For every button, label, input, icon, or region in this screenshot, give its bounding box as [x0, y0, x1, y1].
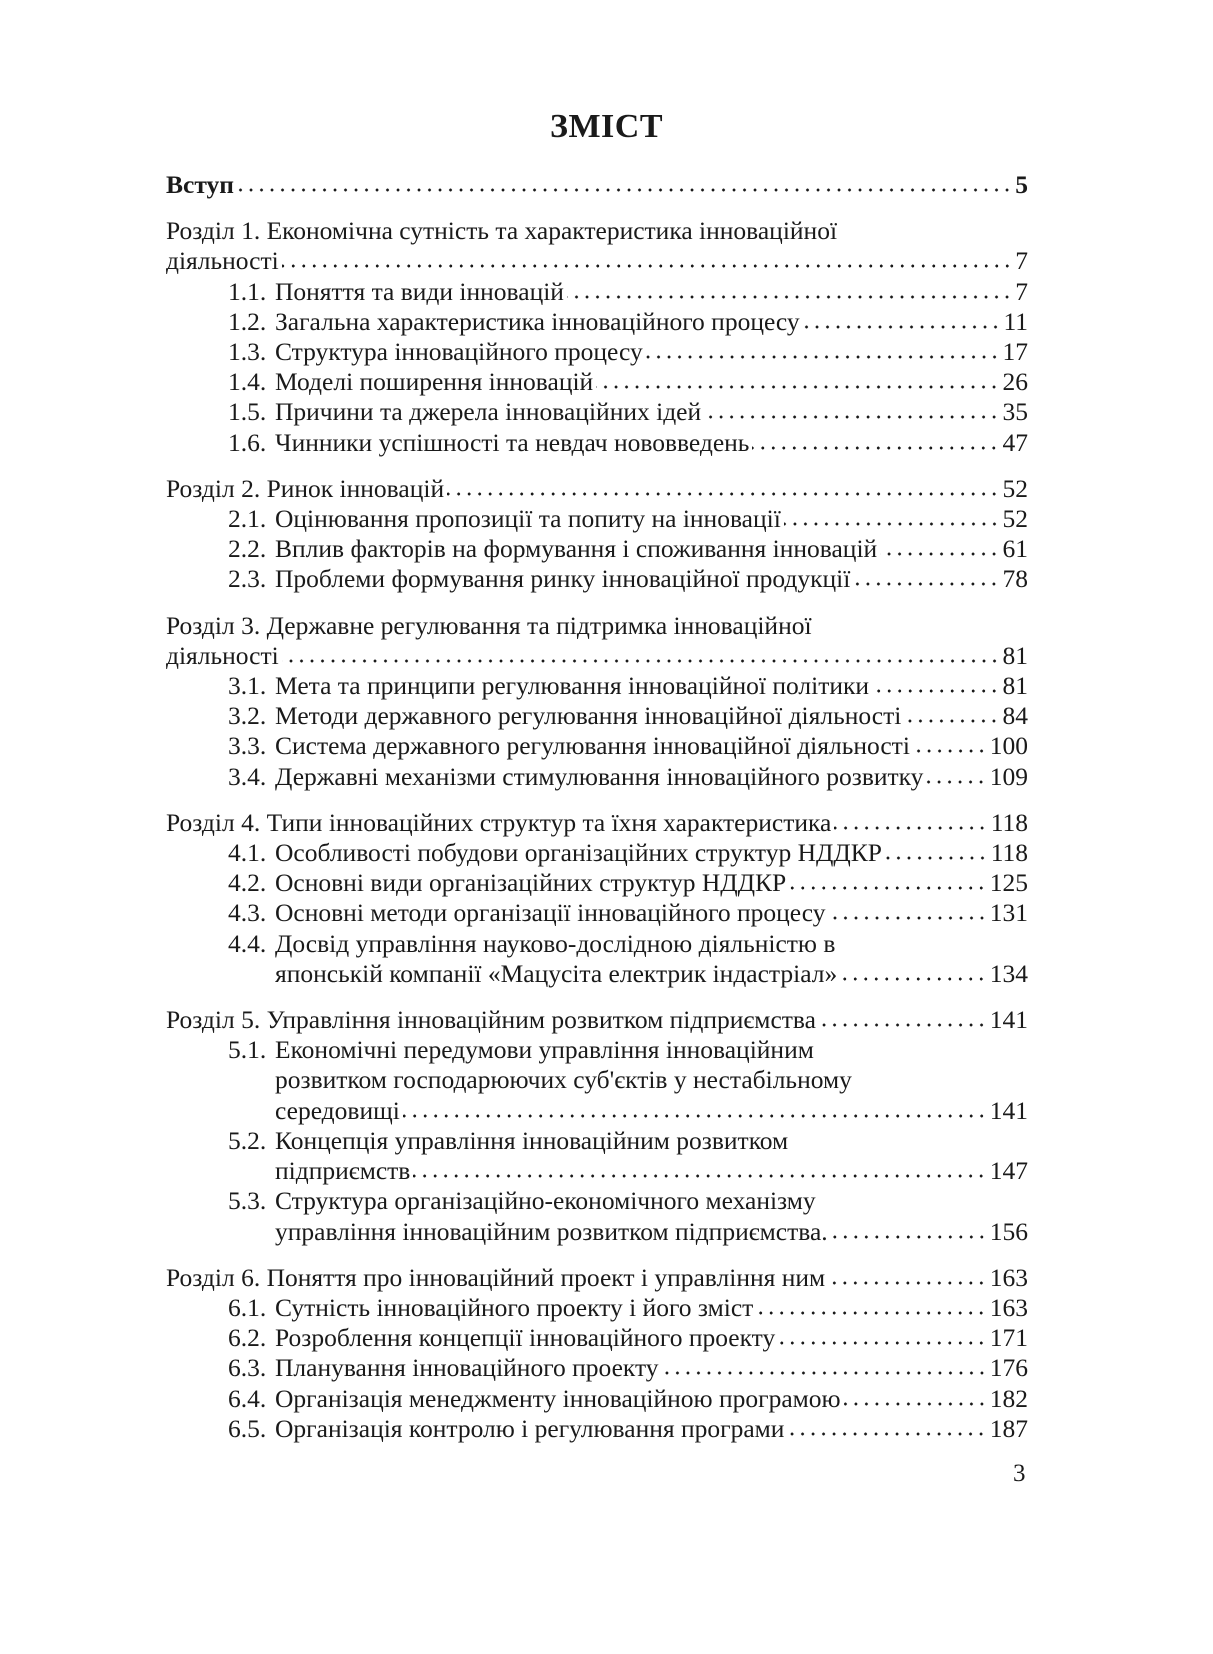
entry-last-line [275, 838, 1028, 868]
entry-title-line: Причини та джерела інноваційних ідей [275, 397, 702, 427]
dot-leader [880, 551, 999, 557]
entry-number: 3.1. [228, 671, 267, 701]
entry-page-number: 141 [989, 1095, 1028, 1125]
entry-title-line: Основні методи організації інноваційного процесу [275, 898, 826, 928]
dot-leader [784, 521, 1000, 527]
entry-number: 6.5. [228, 1413, 267, 1443]
entry-title-line: Сутність інноваційного проекту і його зміст [275, 1292, 754, 1322]
entry-body [275, 1414, 1028, 1444]
entry-last-line [275, 731, 1028, 761]
dot-leader [913, 748, 987, 754]
entry-body [275, 534, 1028, 564]
entry-number: 4.3. [228, 898, 267, 928]
toc-subsection-entry[interactable] [166, 1323, 1028, 1353]
entry-title-line: Основні види організаційних структур НДДКР [275, 868, 787, 898]
entry-page-number: 52 [1002, 473, 1028, 503]
entry-last-line [275, 397, 1028, 427]
entry-number: 1.3. [228, 337, 267, 367]
entry-number: 2.2. [228, 534, 267, 564]
entry-title-line: Система державного регулювання інноваційної діяльності [275, 731, 910, 761]
toc-subsection-entry[interactable] [166, 1353, 1028, 1383]
entry-title-line: діяльності [166, 640, 279, 670]
entry-title-line: Загальна характеристика інноваційного процесу [275, 306, 800, 336]
entry-number: 6.2. [228, 1323, 267, 1353]
entry-title-line: Вплив факторів на формування і споживання інновацій [275, 534, 878, 564]
entry-title-line: Досвід управління науково-дослідною діяльністю в [275, 928, 836, 958]
entry-title-line: Проблеми формування ринку інноваційної продукції [275, 564, 851, 594]
entry-last-line [275, 868, 1028, 898]
entry-title-line: Структура організаційно-економічного механізму [275, 1186, 816, 1216]
entry-number: 1.5. [228, 397, 267, 427]
toc-chapter-entry[interactable] [166, 1263, 1028, 1293]
entry-last-line [166, 1005, 1028, 1035]
toc-chapter-entry[interactable] [166, 474, 1028, 504]
entry-last-line [166, 170, 1028, 200]
toc-subsection-entry[interactable] [166, 838, 1028, 868]
entry-number: 1.2. [228, 306, 267, 336]
entry-page-number: 11 [1003, 306, 1028, 336]
entry-page-number: 171 [989, 1323, 1028, 1353]
entry-body [275, 337, 1028, 367]
entry-last-line [166, 641, 1028, 671]
dot-leader [819, 1022, 987, 1028]
entry-last-line [275, 1156, 1028, 1186]
toc-subsection-entry[interactable] [166, 534, 1028, 564]
toc-chapter-entry[interactable] [166, 808, 1028, 838]
toc-section [166, 1005, 1028, 1247]
entry-body [275, 1323, 1028, 1353]
toc-section [166, 474, 1028, 595]
entry-last-line [275, 1414, 1028, 1444]
entry-title-line: середовищі [275, 1095, 400, 1125]
toc-subsection-entry[interactable] [166, 671, 1028, 701]
dot-leader [752, 445, 999, 451]
entry-body [275, 397, 1028, 427]
entry-title-line: діяльності [166, 246, 279, 276]
entry-number: 3.2. [228, 701, 267, 731]
entry-last-line [275, 337, 1028, 367]
entry-title-line: японській компанії «Мацусіта електрик індастріал» [275, 958, 838, 988]
toc-chapter-entry[interactable] [166, 611, 1028, 671]
dot-leader [403, 1113, 987, 1119]
entry-page-number: 17 [1002, 337, 1028, 367]
entry-body [275, 1353, 1028, 1383]
entry-page-number: 163 [989, 1292, 1028, 1322]
entry-body [275, 1126, 1028, 1186]
entry-number: 1.6. [228, 427, 267, 457]
dot-leader [885, 855, 988, 861]
entry-number: 1.1. [228, 276, 267, 306]
entry-last-line [166, 1263, 1028, 1293]
toc-subsection-entry[interactable] [166, 504, 1028, 534]
entry-last-line [275, 277, 1028, 307]
entry-page-number: 35 [1002, 397, 1028, 427]
dot-leader [662, 1370, 987, 1376]
entry-number: 2.3. [228, 564, 267, 594]
toc-section [166, 611, 1028, 792]
dot-leader [447, 491, 999, 497]
dot-leader [926, 779, 986, 785]
entry-page-number: 81 [1002, 671, 1028, 701]
entry-body [275, 762, 1028, 792]
entry-last-line [275, 564, 1028, 594]
entry-title-line: Структура інноваційного процесу [275, 337, 643, 367]
entry-page-number: 187 [989, 1413, 1028, 1443]
entry-last-line [275, 428, 1028, 458]
toc-subsection-entry[interactable] [166, 701, 1028, 731]
toc-subsection-entry[interactable] [166, 1035, 1028, 1126]
entry-number: 1.4. [228, 367, 267, 397]
entry-body [275, 929, 1028, 989]
entry-title-line: Розділ 1. Економічна сутність та характеристика інноваційної [166, 216, 838, 246]
entry-number: 4.4. [228, 928, 267, 958]
entry-last-line [275, 959, 1028, 989]
entry-last-line [166, 474, 1028, 504]
toc-subsection-entry[interactable] [166, 731, 1028, 761]
entry-page-number: 163 [989, 1262, 1028, 1292]
entry-last-line [275, 1384, 1028, 1414]
page-title: ЗМІСТ [550, 108, 663, 145]
entry-last-line [275, 1096, 1028, 1126]
dot-leader [237, 187, 1012, 193]
entry-last-line [275, 701, 1028, 731]
entry-number: 6.4. [228, 1383, 267, 1413]
dot-leader [844, 1401, 987, 1407]
entry-title-line: Вступ [166, 170, 234, 199]
entry-title-line: розвитком господарюючих суб'єктів у нестабільному [275, 1065, 852, 1095]
toc-subsection-entry[interactable] [166, 397, 1028, 427]
toc-subsection-entry[interactable] [166, 898, 1028, 928]
toc-subsection-entry[interactable] [166, 762, 1028, 792]
toc-subsection-entry[interactable] [166, 929, 1028, 989]
dot-leader [872, 688, 999, 694]
dot-leader [596, 384, 999, 390]
toc-subsection-entry[interactable] [166, 1186, 1028, 1246]
dot-leader [756, 1310, 986, 1316]
entry-page-number: 176 [989, 1353, 1028, 1383]
dot-leader [778, 1340, 987, 1346]
entry-body [275, 564, 1028, 594]
entry-title-line: Розроблення концепції інноваційного проекту [275, 1323, 776, 1353]
dot-leader [787, 1431, 986, 1437]
entry-number: 2.1. [228, 504, 267, 534]
entry-title-line: Концепція управління інноваційним розвитком [275, 1125, 789, 1155]
entry-title-line: підприємств [275, 1156, 411, 1186]
toc-section [166, 808, 1028, 989]
entry-title-line: Організація менеджменту інноваційною програмою [275, 1383, 841, 1413]
entry-last-line [166, 808, 1028, 838]
dot-leader [646, 354, 1000, 360]
entry-body [275, 701, 1028, 731]
entry-title-line: Розділ 5. Управління інноваційним розвитком підприємства [166, 1005, 816, 1035]
toc-subsection-entry[interactable] [166, 277, 1028, 307]
entry-title-line: Планування інноваційного проекту [275, 1353, 659, 1383]
dot-leader [904, 718, 999, 724]
dot-leader [789, 885, 987, 891]
dot-leader [834, 825, 987, 831]
dot-leader [828, 1280, 987, 1286]
entry-number: 6.3. [228, 1353, 267, 1383]
entry-page-number: 134 [989, 958, 1028, 988]
entry-title-line: Розділ 2. Ринок інновацій [166, 473, 445, 503]
entry-page-number: 52 [1002, 504, 1028, 534]
entry-number: 5.2. [228, 1125, 267, 1155]
toc-subsection-entry[interactable] [166, 1126, 1028, 1186]
entry-page-number: 182 [989, 1383, 1028, 1413]
entry-title-line: Моделі поширення інновацій [275, 367, 594, 397]
entry-last-line [275, 898, 1028, 928]
dot-leader [803, 324, 1001, 330]
entry-title-line: Методи державного регулювання інноваційної діяльності [275, 701, 902, 731]
toc-subsection-entry[interactable] [166, 337, 1028, 367]
entry-page-number: 125 [989, 868, 1028, 898]
entry-title-line: Чинники успішності та невдач нововведень [275, 427, 750, 457]
entry-title-line: Державні механізми стимулювання інноваційного розвитку [275, 761, 924, 791]
entry-body [275, 731, 1028, 761]
entry-body [275, 1293, 1028, 1323]
entry-body [275, 367, 1028, 397]
entry-page-number: 81 [1002, 640, 1028, 670]
entry-page-number: 131 [989, 898, 1028, 928]
entry-last-line [275, 307, 1028, 337]
dot-leader [853, 581, 999, 587]
dot-leader [282, 263, 1013, 269]
entry-page-number: 7 [1015, 246, 1028, 276]
entry-page-number: 47 [1002, 427, 1028, 457]
entry-body [275, 838, 1028, 868]
entry-page-number: 5 [1015, 170, 1028, 199]
entry-body [275, 868, 1028, 898]
entry-page-number: 100 [989, 731, 1028, 761]
dot-leader [829, 915, 987, 921]
entry-page-number: 7 [1015, 276, 1028, 306]
entry-last-line [275, 504, 1028, 534]
entry-title-line: Особливості побудови організаційних структур НДДКР [275, 838, 882, 868]
toc-section [166, 216, 1028, 458]
toc-subsection-entry[interactable] [166, 564, 1028, 594]
entry-body [275, 1035, 1028, 1126]
dot-leader [840, 976, 987, 982]
entry-title-line: Оцінювання пропозиції та попиту на інновації [275, 504, 781, 534]
entry-page-number: 109 [989, 761, 1028, 791]
entry-page-number: 61 [1002, 534, 1028, 564]
entry-number: 5.3. [228, 1186, 267, 1216]
dot-leader [831, 1234, 987, 1240]
entry-last-line [275, 1323, 1028, 1353]
entry-title-line: Економічні передумови управління інноваційним [275, 1035, 814, 1065]
entry-number: 4.1. [228, 838, 267, 868]
entry-title-line: Поняття та види інновацій [275, 276, 564, 306]
toc-subsection-entry[interactable] [166, 1384, 1028, 1414]
dot-leader [704, 414, 999, 420]
entry-last-line [275, 762, 1028, 792]
toc-subsection-entry[interactable] [166, 367, 1028, 397]
entry-last-line [275, 534, 1028, 564]
entry-title-line: Розділ 3. Державне регулювання та підтримка інноваційної [166, 610, 812, 640]
dot-leader [567, 294, 1012, 300]
entry-page-number: 141 [989, 1005, 1028, 1035]
entry-page-number: 78 [1002, 564, 1028, 594]
toc-section [166, 170, 1028, 200]
entry-body [275, 671, 1028, 701]
entry-last-line [275, 671, 1028, 701]
entry-title-line: Організація контролю і регулювання програми [275, 1413, 785, 1443]
entry-page-number: 26 [1002, 367, 1028, 397]
entry-body [275, 277, 1028, 307]
toc-subsection-entry[interactable] [166, 428, 1028, 458]
entry-page-number: 118 [990, 838, 1028, 868]
toc-subsection-entry[interactable] [166, 1293, 1028, 1323]
toc-chapter-entry[interactable] [166, 216, 1028, 276]
entry-page-number: 118 [990, 807, 1028, 837]
toc-subsection-entry[interactable] [166, 868, 1028, 898]
entry-number: 3.4. [228, 761, 267, 791]
entry-body [275, 307, 1028, 337]
entry-body [275, 898, 1028, 928]
entry-number: 5.1. [228, 1035, 267, 1065]
entry-last-line [166, 246, 1028, 276]
entry-number: 3.3. [228, 731, 267, 761]
entry-page-number: 84 [1002, 701, 1028, 731]
entry-body [275, 1186, 1028, 1246]
entry-number: 6.1. [228, 1292, 267, 1322]
page-number: 3 [1013, 1460, 1026, 1487]
entry-body [275, 428, 1028, 458]
entry-page-number: 147 [989, 1156, 1028, 1186]
toc-chapter-entry[interactable] [166, 170, 1028, 200]
entry-title-line: управління інноваційним розвитком підприємства. [275, 1216, 828, 1246]
entry-last-line [275, 1217, 1028, 1247]
entry-last-line [275, 1293, 1028, 1323]
dot-leader [413, 1173, 986, 1179]
entry-last-line [275, 367, 1028, 397]
entry-number: 4.2. [228, 868, 267, 898]
entry-page-number: 156 [989, 1216, 1028, 1246]
entry-body [275, 504, 1028, 534]
toc-subsection-entry[interactable] [166, 307, 1028, 337]
toc-subsection-entry[interactable] [166, 1414, 1028, 1444]
toc-chapter-entry[interactable] [166, 1005, 1028, 1035]
table-of-contents [166, 170, 1028, 1444]
entry-title-line: Мета та принципи регулювання інноваційної політики [275, 671, 870, 701]
toc-section [166, 1263, 1028, 1444]
entry-body [275, 1384, 1028, 1414]
dot-leader [282, 658, 1000, 664]
entry-title-line: Розділ 4. Типи інноваційних структур та їхня характеристика [166, 807, 832, 837]
entry-last-line [275, 1353, 1028, 1383]
entry-title-line: Розділ 6. Поняття про інноваційний проект і управління ним [166, 1262, 826, 1292]
